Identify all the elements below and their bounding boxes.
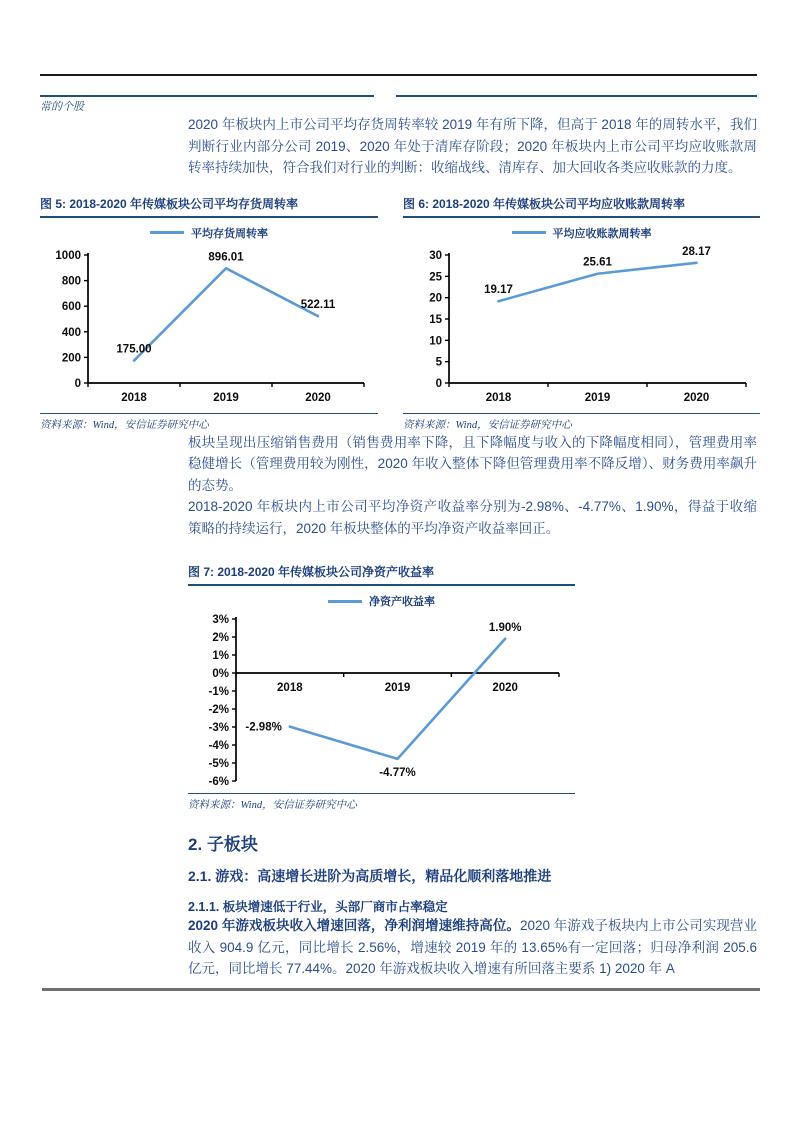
paragraph-game-segment bbox=[188, 915, 757, 980]
svg-text:20: 20 bbox=[429, 292, 442, 305]
svg-text:15: 15 bbox=[429, 313, 442, 326]
figure-6-caption: 图 6: 2018-2020 年传媒板块公司平均应收账款周转率 bbox=[403, 195, 760, 218]
svg-text:1%: 1% bbox=[212, 650, 229, 662]
figure-7-legend bbox=[188, 593, 575, 609]
svg-text:2018: 2018 bbox=[485, 391, 512, 404]
section-heading-2-1-1: 2.1.1. 板块增速低于行业，头部厂商市占率稳定 bbox=[188, 900, 448, 914]
svg-text:2019: 2019 bbox=[213, 391, 239, 404]
svg-text:600: 600 bbox=[61, 300, 81, 313]
svg-text:3%: 3% bbox=[212, 614, 229, 626]
legend-line-icon bbox=[512, 231, 546, 234]
svg-text:896.01: 896.01 bbox=[208, 250, 244, 263]
svg-text:2020: 2020 bbox=[305, 391, 331, 404]
figure-6-chart bbox=[403, 241, 760, 411]
svg-text:522.11: 522.11 bbox=[300, 298, 336, 311]
figure-6-legend bbox=[403, 225, 760, 241]
svg-text:0: 0 bbox=[74, 377, 81, 390]
svg-text:-1%: -1% bbox=[208, 686, 229, 698]
figure-5-legend bbox=[40, 225, 378, 241]
figure-6 bbox=[403, 195, 760, 432]
figure-5-legend-label: 平均存货周转率 bbox=[191, 227, 268, 240]
svg-text:400: 400 bbox=[61, 326, 81, 339]
figure-6-legend-label: 平均应收账款周转率 bbox=[552, 227, 652, 240]
paragraph-game-segment-lead: 2020 年游戏板块收入增速回落，净利润增速维持高位。 bbox=[188, 918, 520, 933]
figure-6-source: 资料来源：Wind，安信证券研究中心 bbox=[403, 413, 760, 432]
figure-7-chart bbox=[188, 609, 575, 791]
paragraph-turnover-analysis: 2020 年板块内上市公司平均存货周转率较 2019 年有所下降，但高于 2018 年的周转水平，我们判断行业内部分公司 2019、2020 年处于清库存阶段；2020 年板块内上市公司平均应收账款周转率持续加快，符合我们对行业的判断：收缩战线、清库存、加大回收各类应收账款的力度。 bbox=[188, 117, 757, 175]
legend-line-icon bbox=[150, 231, 184, 234]
svg-text:-5%: -5% bbox=[208, 758, 229, 770]
header-rule-left bbox=[40, 95, 374, 97]
paragraph-expense-trend: 板块呈现出压缩销售费用（销售费用率下降，且下降幅度与收入的下降幅度相同），管理费用率稳健增长（管理费用较为刚性，2020 年收入整体下降但管理费用率不降反增）、财务费用率飙升的态势。 bbox=[188, 434, 757, 493]
figure-7-legend-label: 净资产收益率 bbox=[369, 596, 435, 608]
svg-text:25.61: 25.61 bbox=[583, 256, 612, 269]
figure-5-chart bbox=[40, 241, 378, 411]
svg-text:10: 10 bbox=[429, 334, 442, 347]
svg-text:2%: 2% bbox=[212, 632, 229, 644]
figure-5-source: 资料来源：Wind，安信证券研究中心 bbox=[40, 413, 378, 432]
legend-line-icon bbox=[328, 600, 362, 603]
section-heading-2-1: 2.1. 游戏：高速增长进阶为高质增长，精品化顺利落地推进 bbox=[188, 868, 552, 884]
paragraph-game-segment-rest: 2020 年游戏子板块内上市公司实现营业收入 904.9 亿元，同比增长 2.56%，增速较 2019 年的 13.65%有一定回落；归母净利润 205.6 亿元，同比增长 77.44%。2020 年游戏板块收入增速有所回落主要系 1) 2020 年 A bbox=[188, 918, 757, 976]
svg-text:2019: 2019 bbox=[384, 682, 411, 694]
svg-text:30: 30 bbox=[429, 249, 442, 262]
svg-text:1.90%: 1.90% bbox=[488, 621, 522, 634]
svg-text:-6%: -6% bbox=[208, 776, 229, 788]
svg-text:25: 25 bbox=[429, 270, 442, 283]
figure-7 bbox=[188, 563, 575, 812]
svg-text:19.17: 19.17 bbox=[484, 283, 513, 296]
svg-text:-3%: -3% bbox=[208, 722, 229, 734]
svg-text:-2%: -2% bbox=[208, 704, 229, 716]
figure-5-caption: 图 5: 2018-2020 年传媒板块公司平均存货周转率 bbox=[40, 195, 378, 218]
paragraph-roe-summary: 2018-2020 年板块内上市公司平均净资产收益率分别为-2.98%、-4.77%、1.90%，得益于收缩策略的持续运行，2020 年板块整体的平均净资产收益率回正。 bbox=[188, 499, 757, 536]
figure-row bbox=[40, 195, 760, 432]
figure-7-source: 资料来源：Wind，安信证券研究中心 bbox=[188, 793, 575, 812]
svg-text:2020: 2020 bbox=[492, 682, 518, 694]
svg-text:0%: 0% bbox=[212, 668, 229, 680]
bottom-rule bbox=[42, 988, 760, 991]
svg-text:-4.77%: -4.77% bbox=[379, 766, 416, 779]
svg-text:0: 0 bbox=[435, 377, 442, 390]
svg-text:2018: 2018 bbox=[277, 682, 303, 694]
svg-text:28.17: 28.17 bbox=[682, 245, 711, 258]
svg-text:1000: 1000 bbox=[55, 249, 81, 262]
svg-text:2020: 2020 bbox=[683, 391, 710, 404]
top-rule bbox=[40, 74, 757, 76]
header-rule-right bbox=[396, 95, 757, 97]
svg-text:5: 5 bbox=[435, 356, 442, 369]
figure-5 bbox=[40, 195, 378, 432]
figure-7-caption: 图 7: 2018-2020 年传媒板块公司净资产收益率 bbox=[188, 563, 575, 586]
section-heading-2: 2. 子板块 bbox=[188, 835, 258, 854]
svg-text:2018: 2018 bbox=[121, 391, 147, 404]
svg-text:200: 200 bbox=[61, 351, 81, 364]
header-note: 常的个股 bbox=[40, 101, 84, 113]
svg-text:-2.98%: -2.98% bbox=[245, 721, 282, 734]
header-rules bbox=[40, 95, 757, 97]
svg-text:800: 800 bbox=[61, 275, 81, 288]
svg-text:175.00: 175.00 bbox=[116, 343, 152, 356]
svg-text:2019: 2019 bbox=[584, 391, 611, 404]
svg-text:-4%: -4% bbox=[208, 740, 229, 752]
